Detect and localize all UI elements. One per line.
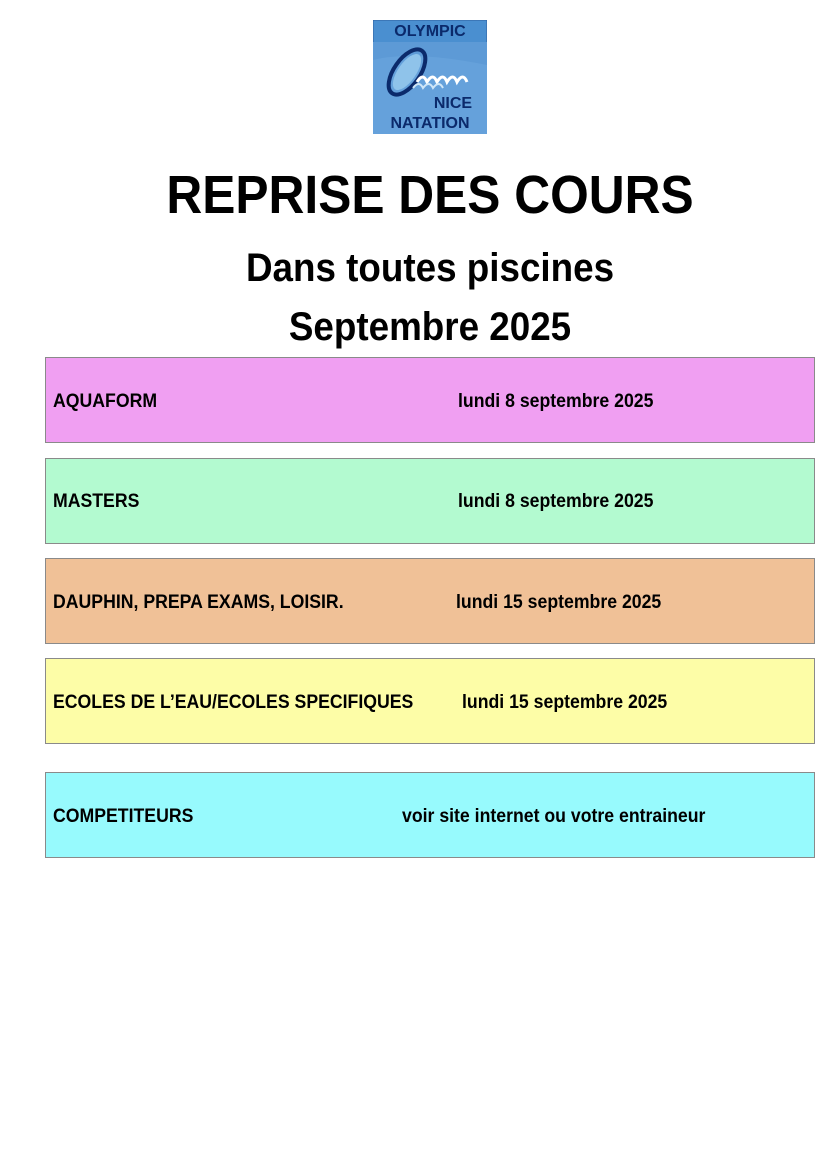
logo-text-natation: NATATION <box>390 115 470 132</box>
row-label: MASTERS <box>53 491 140 512</box>
row-date: voir site internet ou votre entraineur <box>402 806 706 827</box>
club-logo <box>373 20 487 134</box>
row-date: lundi 15 septembre 2025 <box>462 692 668 713</box>
schedule-row-competiteurs <box>45 772 815 858</box>
logo-text-nice: NICE <box>433 95 473 112</box>
page-date-line: Septembre 2025 <box>288 305 572 349</box>
schedule-row-ecoles <box>45 658 815 744</box>
logo-text-olympic: OLYMPIC <box>394 23 466 40</box>
page-title: REPRISE DES COURS <box>166 165 694 225</box>
row-label: AQUAFORM <box>53 391 158 412</box>
olympic-nice-natation-logo <box>373 20 487 134</box>
row-date: lundi 8 septembre 2025 <box>458 391 654 412</box>
row-date: lundi 8 septembre 2025 <box>458 491 654 512</box>
schedule-row-masters <box>45 458 815 544</box>
row-label: COMPETITEURS <box>53 806 194 827</box>
row-label: DAUPHIN, PREPA EXAMS, LOISIR. <box>53 592 344 613</box>
row-label: ECOLES DE L’EAU/ECOLES SPECIFIQUES <box>53 692 414 713</box>
schedule-row-aquaform <box>45 357 815 443</box>
page-subtitle: Dans toutes piscines <box>245 246 615 290</box>
schedule-row-dauphin <box>45 558 815 644</box>
row-date: lundi 15 septembre 2025 <box>456 592 662 613</box>
